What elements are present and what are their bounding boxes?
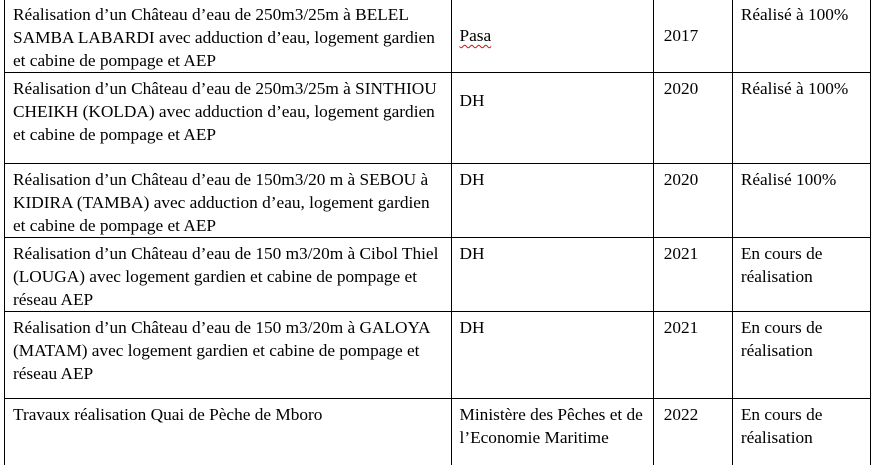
description-cell: Réalisation d’un Château d’eau de 250m3/25m à SINTHIOU CHEIKH (KOLDA) avec adduction d’eau, logement gardien et cabine de pompage et AEP <box>5 73 452 164</box>
source-cell <box>451 73 653 164</box>
description-cell: Réalisation d’un Château d’eau de 150m3/20 m à SEBOU à KIDIRA (TAMBA) avec adduction d’eau, logement gardien et cabine de pompage et AEP <box>5 164 452 238</box>
source-cell: DH <box>451 164 653 238</box>
status-cell: En cours de réalisation <box>732 312 870 399</box>
status-cell: En cours de réalisation <box>732 399 870 465</box>
table-row <box>5 238 871 312</box>
status-cell: Réalisé 100% <box>732 164 870 238</box>
source-cell: Ministère des Pêches et de l’Economie Maritime <box>451 399 653 465</box>
spellcheck-underlined-word: Pasa <box>459 26 492 45</box>
description-cell: Travaux réalisation Quai de Pèche de Mboro <box>5 399 452 465</box>
table-row <box>5 399 871 465</box>
projects-table <box>4 0 871 465</box>
year-cell: 2020 <box>653 164 732 238</box>
table-row <box>5 73 871 164</box>
table-row <box>5 164 871 238</box>
description-cell: Réalisation d’un Château d’eau de 150 m3/20m à Cibol Thiel (LOUGA) avec logement gardien et cabine de pompage et réseau AEP <box>5 238 452 312</box>
status-cell: Réalisé à 100% <box>732 0 870 73</box>
source-cell <box>451 0 653 73</box>
source-text: DH <box>459 91 485 110</box>
table-row <box>5 0 871 73</box>
year-cell: 2021 <box>653 312 732 399</box>
description-cell: Réalisation d’un Château d’eau de 150 m3/20m à GALOYA (MATAM) avec logement gardien et cabine de pompage et réseau AEP <box>5 312 452 399</box>
status-cell: Réalisé à 100% <box>732 73 870 164</box>
description-cell: Réalisation d’un Château d’eau de 250m3/25m à BELEL SAMBA LABARDI avec adduction d’eau, logement gardien et cabine de pompage et AEP <box>5 0 452 73</box>
source-cell: DH <box>451 312 653 399</box>
year-cell: 2022 <box>653 399 732 465</box>
table-row <box>5 312 871 399</box>
year-cell: 2017 <box>653 0 732 73</box>
year-cell: 2020 <box>653 73 732 164</box>
year-cell: 2021 <box>653 238 732 312</box>
source-cell: DH <box>451 238 653 312</box>
status-cell: En cours de réalisation <box>732 238 870 312</box>
